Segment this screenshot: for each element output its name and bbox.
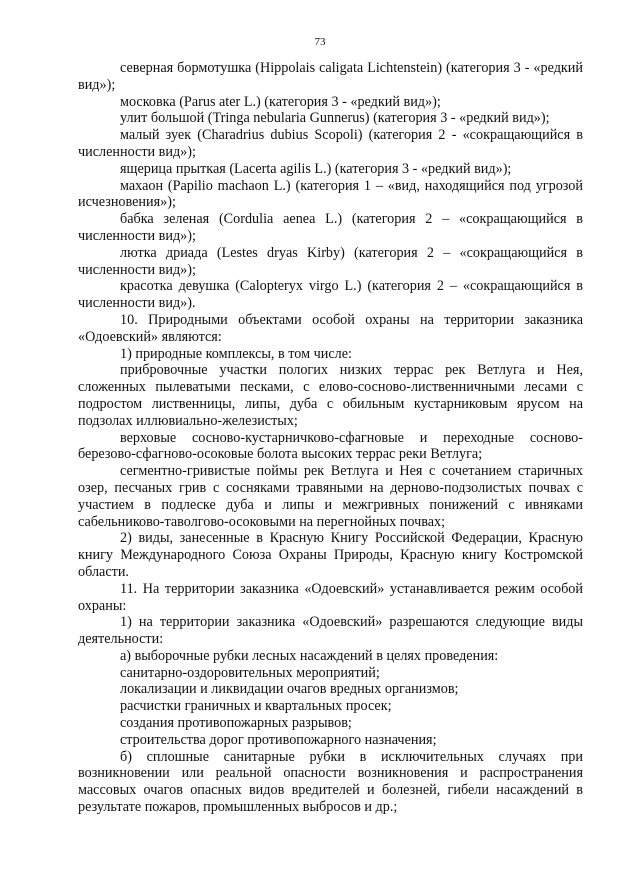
- paragraph: малый зуек (Charadrius dubius Scopoli) (категория 2 - «сокращающийся в численности вид»);: [78, 127, 583, 160]
- document-body: [78, 60, 583, 816]
- paragraph: строительства дорог противопожарного назначения;: [120, 731, 437, 748]
- paragraph: 2) виды, занесенные в Красную Книгу Российской Федерации, Красную книгу Международного Союза Охраны Природы, Красную книгу Костромской области.: [78, 530, 583, 580]
- paragraph: верховые сосново-кустарничково-сфагновые и переходные сосново-березово-сфагново-осоковые болота высоких террас реки Ветлуга;: [78, 429, 583, 463]
- paragraph: московка (Parus ater L.) (категория 3 - «редкий вид»);: [120, 93, 441, 110]
- paragraph: б) сплошные санитарные рубки в исключительных случаях при возникновении или реальной опасности возникновения и распространения массовых очагов опасных видов вредителей и болезней, гибели насаждений в результате пожаров, промышленных выбросов и др.;: [78, 748, 583, 816]
- paragraph: северная бормотушка (Hippolais caligata Lichtenstein) (категория 3 - «редкий вид»);: [78, 60, 583, 93]
- paragraph: локализации и ликвидации очагов вредных организмов;: [120, 681, 459, 698]
- paragraph: 1) природные комплексы, в том числе:: [120, 345, 352, 362]
- paragraph: создания противопожарных разрывов;: [120, 715, 352, 732]
- paragraph: махаон (Papilio machaon L.) (категория 1 – «вид, находящийся под угрозой исчезновения»);: [78, 177, 583, 211]
- paragraph: бабка зеленая (Cordulia aenea L.) (категория 2 – «сокращающийся в численности вид»);: [78, 211, 583, 244]
- paragraph: санитарно-оздоровительных мероприятий;: [120, 664, 380, 681]
- paragraph: прибровочные участки пологих низких террас рек Ветлуга и Нея, сложенных пылеватыми песками, с елово-сосново-лиственничными лесами с подростом лиственницы, липы, дуба с обильным кустарниковым ярусом на подзолах иллювиально-железистых;: [78, 362, 583, 429]
- section-paragraph: 10. Природными объектами особой охраны на территории заказника «Одоевский» являются:: [78, 311, 583, 345]
- paragraph: а) выборочные рубки лесных насаждений в целях проведения:: [120, 647, 499, 664]
- paragraph: 1) на территории заказника «Одоевский» разрешаются следующие виды деятельности:: [78, 614, 583, 648]
- paragraph: красотка девушка (Calopteryx virgo L.) (категория 2 – «сокращающийся в численности вид»).: [78, 278, 583, 312]
- paragraph: лютка дриада (Lestes dryas Kirby) (категория 2 – «сокращающийся в численности вид»);: [78, 244, 583, 278]
- paragraph: сегментно-гривистые поймы рек Ветлуга и Нея с сочетанием старичных озер, песчаных грив с сосняками травяными на дерново-подзолистых почвах с участием в подлеске дуба и липы и межгривных понижений с ивняками сабельниково-таволгово-осоковыми на перегнойных почвах;: [78, 463, 583, 530]
- page-number: 73: [314, 36, 326, 48]
- paragraph: улит большой (Tringa nebularia Gunnerus) (категория 3 - «редкий вид»);: [120, 110, 550, 127]
- section-paragraph: 11. На территории заказника «Одоевский» устанавливается режим особой охраны:: [78, 580, 583, 614]
- paragraph: ящерица прыткая (Lacerta agilis L.) (категория 3 - «редкий вид»);: [120, 160, 512, 177]
- paragraph: расчистки граничных и квартальных просек;: [120, 698, 392, 715]
